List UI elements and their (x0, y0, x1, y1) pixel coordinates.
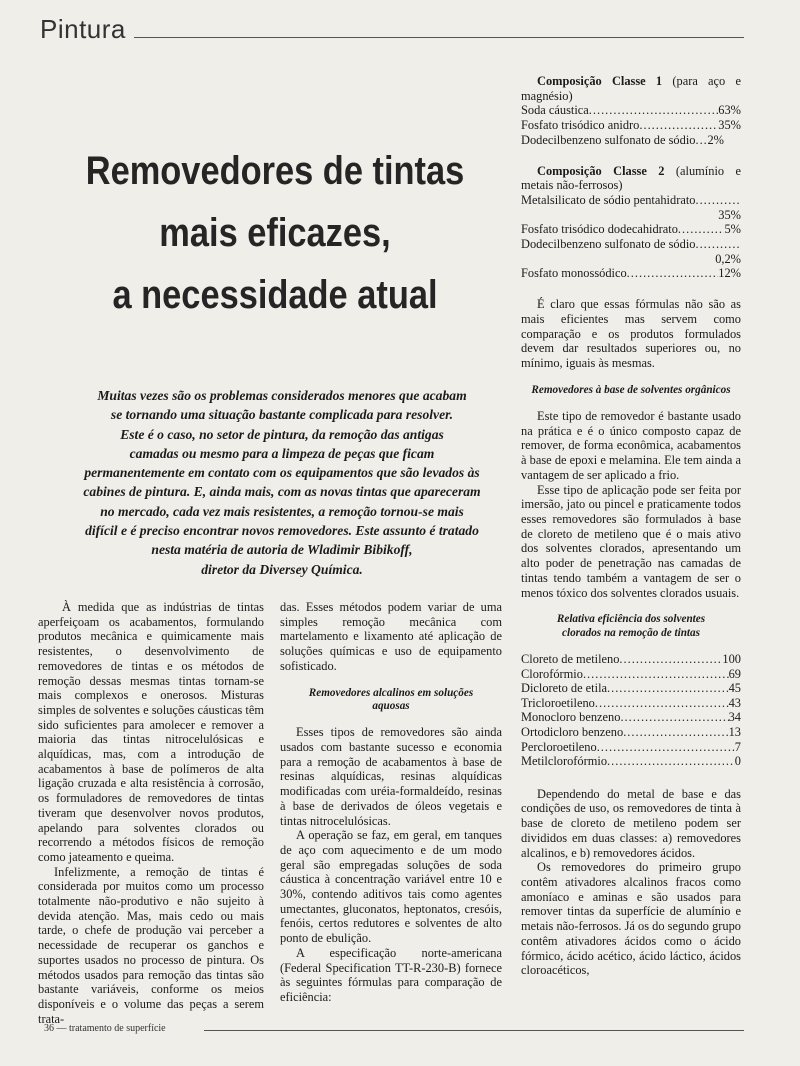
solvent-name: Monocloro benzeno (521, 710, 621, 725)
solvent-efficiency: 0 (734, 754, 741, 769)
solvent-name: Metilclorofórmio (521, 754, 608, 769)
formula-ingredient: Dodecilbenzeno sulfonato de sódio (521, 132, 696, 147)
efficiency-row (521, 696, 741, 711)
formula-row (521, 118, 741, 133)
title-line: a necessidade atual (112, 273, 438, 317)
composition-title-rest: (para aço e magnésio) (521, 74, 741, 103)
formula-ingredient: Fosfato trisódico anidro (521, 118, 640, 133)
body-column-1 (38, 600, 264, 1026)
formula-percent: 5% (724, 222, 741, 237)
formula-percent: 0,2% (715, 251, 741, 266)
body-paragraph: Esse tipo de aplicação pode ser feita por imersão, jato ou pincel e praticamente todos esses removedores são formulados à base de cloreto de metileno que é o mais ativo dos solventes clorados, apresentando um alto poder de penetração nas camadas de tintas tendo também a vantagem de ser o menos tóxico dos solventes clorados usuais. (521, 482, 741, 600)
lead-line: permanentemente em contato com os equipamentos que são levados às (84, 465, 480, 481)
solvent-name: Cloreto de metileno (521, 652, 620, 667)
efficiency-row (521, 681, 741, 696)
article-lead (60, 386, 504, 579)
solvent-efficiency: 69 (728, 666, 741, 681)
solvent-efficiency: 34 (728, 710, 741, 725)
composition-title (521, 164, 741, 193)
lead-line: difícil e é preciso encontrar novos removedores. Este assunto é tratado (85, 523, 479, 539)
formula-row (521, 266, 741, 281)
efficiency-row (521, 710, 741, 725)
body-paragraph: Infelizmente, a remoção de tintas é considerada por muitos como um processo totalmente não-produtivo e não sujeito à devida atenção. Mas, mais cedo ou mais tarde, o chefe de produção vai perceber a necessidade de recuperar os ganchos e suportes usados no processo de pintura. Os métodos usados para remoção das tintas são bastante variáveis, conforme os meios disponíveis e o volume das peças a serem trata- (38, 864, 264, 1026)
formula-row (521, 222, 741, 237)
formula-row (521, 237, 741, 252)
article-title (40, 140, 510, 326)
body-paragraph: A operação se faz, em geral, em tanques de aço com aquecimento e de um modo geral são empregadas soluções de soda cáustica à concentração variável entre 10 e 30%, contendo aditivos tais como agentes umectantes, gluconatos, heptonatos, cresóis, fenóis, certos redutores e solventes de alto ponto de ebulição. (280, 828, 502, 946)
formula-row (521, 193, 741, 208)
title-line: Removedores de tintas (85, 149, 465, 193)
lead-line: nesta matéria de autoria de Wladimir Bibikoff, (151, 542, 413, 558)
solvent-name: Percloroetileno (521, 739, 597, 754)
section-subheading: Removedores alcalinos em soluções aquosas (308, 686, 474, 712)
composition-class-1 (521, 74, 741, 148)
solvent-name: Tricloroetileno (521, 695, 595, 710)
formula-ingredient: Fosfato trisódico dodecahidrato (521, 222, 678, 237)
solvent-name: Ortodicloro benzeno (521, 724, 624, 739)
section-subheading: Relativa eficiência dos solventes clorados na remoção de tintas (556, 613, 706, 639)
body-paragraph: É claro que essas fórmulas não são as mais eficientes mas servem como comparação e os produtos formulados devem dar resultados superiores ou, no mínimo, iguais às mesmas. (521, 297, 741, 370)
composition-title-rest: (alumínio e metais não-ferrosos) (521, 163, 742, 193)
formula-row (521, 133, 741, 148)
efficiency-row (521, 754, 741, 769)
section-subheading: Removedores à base de solventes orgânicos (531, 383, 731, 396)
formula-ingredient: Fosfato monossódico (521, 266, 627, 281)
formula-percent: 2% (707, 132, 724, 147)
lead-line: camadas ou mesmo para a limpeza de peças que ficam (129, 445, 435, 461)
solvent-efficiency: 45 (728, 681, 741, 696)
solvent-name: Clorofórmio (521, 666, 583, 681)
solvent-efficiency: 13 (728, 724, 741, 739)
body-paragraph: Este tipo de removedor é bastante usado na prática e é o único composto capaz de remover, de forma econômica, acabamentos à base de epoxi e melamina. Ele tem ainda a vantagem de ser aplicado a frio. (521, 409, 741, 482)
formula-percent: 35% (718, 118, 741, 133)
lead-line: cabines de pintura. E, ainda mais, com as novas tintas que apareceram (83, 484, 481, 500)
body-paragraph: Esses tipos de removedores são ainda usados com bastante sucesso e economia para a remoção de acabamentos à base de resinas alquídicas, resinas alquídicas modificadas com uréia-formaldeído, resinas à base de derivados de óleos vegetais e tintas nitrocelulósicas. (280, 725, 502, 828)
formula-ingredient: Soda cáustica (521, 103, 589, 118)
lead-line: no mercado, cada vez mais resistentes, a remoção tornou-se mais (100, 503, 464, 519)
body-paragraph: das. Esses métodos podem variar de uma simples remoção mecânica com martelamento e lixamento até aplicação de soluções químicas e uso de equipamento sofisticado. (280, 600, 502, 673)
body-paragraph: À medida que as indústrias de tintas aperfeiçoam os acabamentos, formulando produtos mecânica e quimicamente mais resistentes, o desenvolvimento de removedores de tintas e os métodos de remoção dessas mesmas tintas tornam-se mais complexos e onerosos. Misturas simples de solventes e soluções cáusticas têm sido suficientes para amolecer e remover a maioria das tintas nitrocelulósicas e alquídicas, mas, com a introdução de acabamentos à base de polímeros de alta ligação cruzada e alta resistência à corrosão, os formuladores de removedores de tintas tiveram que desenvolver novos produtos, apelando para solventes clorados ou recorrendo a métodos físicos de remoção como jateamento e queima. (38, 600, 264, 864)
efficiency-row (521, 667, 741, 682)
efficiency-table (521, 652, 741, 769)
solvent-efficiency: 7 (734, 739, 741, 754)
efficiency-row (521, 740, 741, 755)
title-line: mais eficazes, (159, 211, 391, 255)
lead-line: se tornando uma situação bastante complicada para resolver. (110, 407, 454, 423)
body-column-2 (280, 600, 502, 1005)
composition-class-2 (521, 164, 741, 282)
composition-title-bold: Composição Classe 2 (537, 163, 665, 178)
section-header: Pintura (40, 14, 126, 44)
page-footer: 36 — tratamento de superfície (44, 1023, 166, 1034)
formula-ingredient: Dodecilbenzeno sulfonato de sódio (521, 237, 696, 252)
body-column-3 (521, 74, 741, 978)
lead-line: Este é o caso, no setor de pintura, da remoção das antigas (120, 426, 444, 442)
formula-percent: 35% (718, 207, 741, 222)
body-paragraph: Dependendo do metal de base e das condições de uso, os removedores de tinta à base de cloreto de metileno podem ser divididos em duas classes: a) removedores alcalinos, e b) removedores ácidos. (521, 786, 741, 860)
body-paragraph: A especificação norte-americana (Federal Specification TT-R-230-B) fornece às seguintes fórmulas para comparação de eficiência: (280, 945, 502, 1004)
solvent-efficiency: 43 (728, 695, 741, 710)
composition-title (521, 74, 741, 103)
efficiency-row (521, 725, 741, 740)
formula-row (521, 103, 741, 118)
solvent-name: Dicloreto de etila (521, 681, 608, 696)
section-header-rule (134, 37, 744, 38)
efficiency-row (521, 652, 741, 667)
solvent-efficiency: 100 (722, 652, 741, 667)
lead-line: diretor da Diversey Química. (201, 561, 363, 577)
footer-rule (204, 1030, 744, 1031)
formula-ingredient: Metalsilicato de sódio pentahidrato (521, 192, 696, 207)
formula-percent: 63% (718, 103, 741, 118)
formula-percent: 12% (718, 266, 741, 281)
lead-line: Muitas vezes são os problemas considerados menores que acabam (97, 388, 467, 403)
body-paragraph: Os removedores do primeiro grupo contêm ativadores alcalinos fracos como amoníaco e aminas e são usados para remover tintas da superfície de alumínio e metais não-ferrosos. Já os do segundo grupo contêm ativadores ácidos como o ácido fórmico, ácido acético, ácido láctico, ácidos cloroacéticos, (521, 860, 741, 978)
composition-title-bold: Composição Classe 1 (537, 74, 663, 88)
